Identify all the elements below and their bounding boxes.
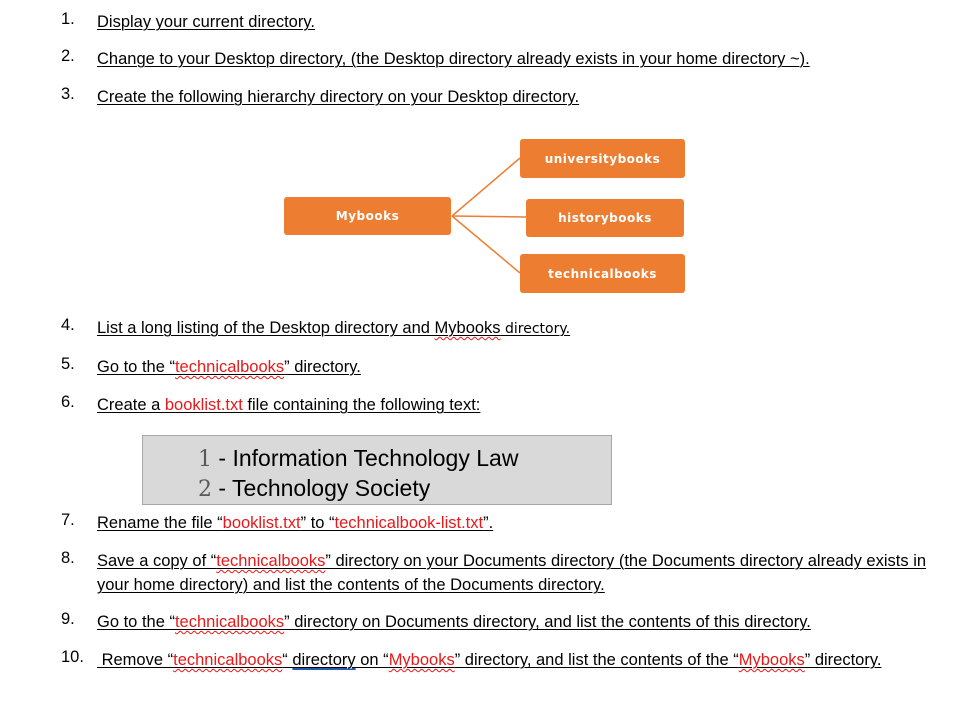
spellcheck-word: technicalbooks [174, 358, 285, 376]
connector-line [452, 216, 520, 273]
file-content-box [142, 435, 612, 505]
step-number: 4. [61, 316, 75, 334]
node-historybooks: historybooks [526, 199, 684, 237]
step-text: Save a copy of “technicalbooks” directory on your Documents directory (the Documents directory already exists in your home directory) and list the contents of the Documents directory. [97, 552, 927, 594]
blue-underline-word: directory [292, 651, 356, 669]
step-text: Create a booklist.txt file containing the following text: [97, 396, 481, 414]
step-number: 1. [61, 10, 75, 28]
node-technicalbooks: technicalbooks [520, 254, 685, 293]
step-text: List a long listing of the Desktop directory and Mybooks directory. [97, 319, 571, 337]
file-line: 1 - Information Technology Law [198, 445, 519, 472]
spellcheck-word: Mybooks [388, 651, 455, 669]
filename: technicalbook-list.txt [334, 514, 484, 532]
connector-line [452, 158, 520, 216]
step-text: Rename the file “booklist.txt” to “technicalbook-list.txt”. [97, 514, 494, 532]
spellcheck-word: Mybooks [434, 319, 501, 337]
filename: booklist.txt [164, 396, 243, 414]
file-line: 2 - Technology Society [198, 475, 431, 502]
spellcheck-word: technicalbooks [174, 613, 285, 631]
step-number: 8. [61, 549, 75, 567]
step-number: 3. [61, 85, 75, 103]
step-number: 10. [61, 648, 84, 666]
step-number: 7. [61, 511, 75, 529]
filename: booklist.txt [222, 514, 301, 532]
spellcheck-word: technicalbooks [216, 552, 326, 570]
step-number: 2. [61, 47, 75, 65]
step-text: Create the following hierarchy directory on your Desktop directory. [97, 88, 580, 106]
step-number: 5. [61, 355, 75, 373]
step-number: 6. [61, 393, 75, 411]
spellcheck-word: technicalbooks [173, 651, 283, 669]
connector-line [452, 216, 526, 217]
step-text: Remove “technicalbooks“ directory on “Mybooks” directory, and list the contents of the “Mybooks” directory. [101, 651, 882, 669]
step-text: Change to your Desktop directory, (the Desktop directory already exists in your home directory ~). [97, 50, 810, 68]
step-number: 9. [61, 610, 75, 628]
spellcheck-word: Mybooks [738, 651, 805, 669]
node-mybooks: Mybooks [284, 197, 451, 235]
step-text: Go to the “technicalbooks” directory on Documents directory, and list the contents of this directory. [97, 613, 811, 631]
node-universitybooks: universitybooks [520, 139, 685, 178]
step-text: Display your current directory. [97, 13, 315, 31]
step-text: Go to the “technicalbooks” directory. [97, 358, 361, 376]
